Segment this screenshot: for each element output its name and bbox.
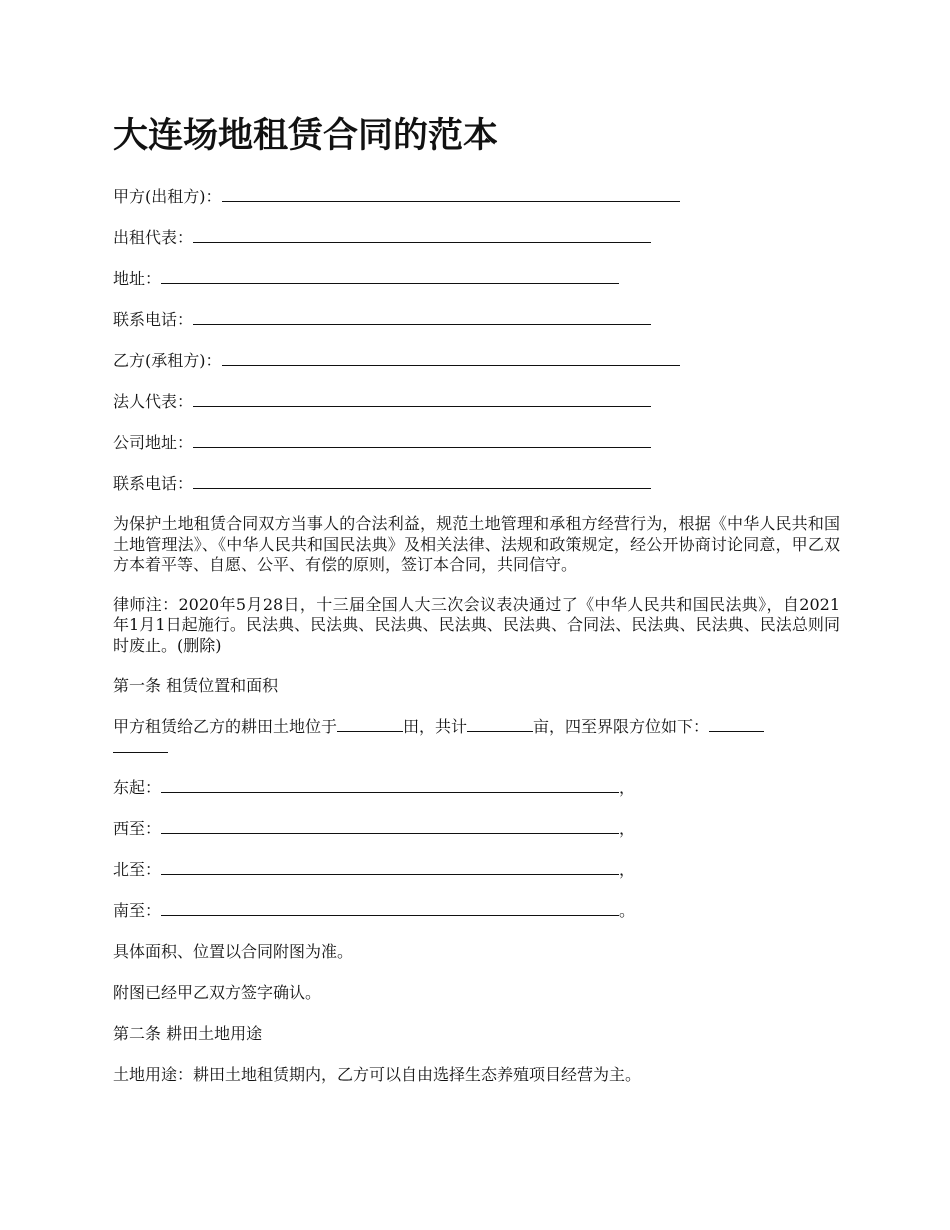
- east-blank[interactable]: [161, 778, 619, 793]
- company-address-blank[interactable]: [193, 433, 651, 448]
- address-label: 地址：: [113, 269, 162, 288]
- company-address-label: 公司地址：: [113, 433, 194, 452]
- rep-a-label: 出租代表：: [113, 228, 194, 247]
- north-label: 北至：: [113, 860, 162, 879]
- boundary-blank[interactable]: [709, 717, 764, 732]
- article2-text: 土地用途：耕田土地租赁期内，乙方可以自由选择生态养殖项目经营为主。: [113, 1065, 642, 1084]
- north-end: ，: [619, 860, 636, 879]
- south-end: 。: [619, 901, 636, 920]
- phone-b-line: [113, 473, 840, 494]
- south-line: [113, 900, 840, 921]
- party-b-line: [113, 350, 840, 371]
- east-line: [113, 777, 840, 798]
- article1-note1: 具体面积、位置以合同附图为准。: [113, 942, 354, 961]
- rep-b-line: [113, 391, 840, 412]
- party-b-label: 乙方(承租方)：: [113, 351, 222, 370]
- rep-b-blank[interactable]: [193, 392, 651, 407]
- document-title: 大连场地租赁合同的范本: [113, 116, 499, 156]
- party-a-label: 甲方(出租方)：: [113, 187, 222, 206]
- east-end: ，: [619, 778, 636, 797]
- address-line: [113, 268, 840, 289]
- rep-a-line: [113, 227, 840, 248]
- article2-heading: 第二条 耕田土地用途: [113, 1024, 263, 1043]
- rep-b-label: 法人代表：: [113, 392, 194, 411]
- west-blank[interactable]: [161, 819, 619, 834]
- party-a-blank[interactable]: [222, 187, 680, 202]
- phone-a-line: [113, 309, 840, 330]
- north-blank[interactable]: [161, 860, 619, 875]
- south-blank[interactable]: [161, 901, 619, 916]
- party-b-blank[interactable]: [222, 351, 680, 366]
- phone-a-label: 联系电话：: [113, 310, 194, 329]
- rep-a-blank[interactable]: [193, 228, 651, 243]
- west-end: ，: [619, 819, 636, 838]
- south-label: 南至：: [113, 901, 162, 920]
- west-line: [113, 818, 840, 839]
- boundary-blank-continued[interactable]: [113, 738, 168, 753]
- article1-location-paragraph: [113, 716, 840, 758]
- address-blank[interactable]: [161, 269, 619, 284]
- article1-heading: 第一条 租赁位置和面积: [113, 676, 279, 695]
- company-address-line: [113, 432, 840, 453]
- area-blank[interactable]: [467, 717, 533, 732]
- field-blank[interactable]: [337, 717, 403, 732]
- phone-b-label: 联系电话：: [113, 474, 194, 493]
- phone-a-blank[interactable]: [193, 310, 651, 325]
- article1-note2: 附图已经甲乙双方签字确认。: [113, 983, 322, 1002]
- party-a-line: [113, 186, 840, 207]
- phone-b-blank[interactable]: [193, 474, 651, 489]
- article1-text-part1: 甲方租赁给乙方的耕田土地位于: [113, 717, 338, 736]
- west-label: 西至：: [113, 819, 162, 838]
- north-line: [113, 859, 840, 880]
- lawyer-note-paragraph: 律师注：2020年5月28日，十三届全国人大三次会议表决通过了《中华人民共和国民法典》，自2021年1月1日起施行。民法典、民法典、民法典、民法典、民法典、合同法、民法典、民法典、民法总则同时废止。(删除): [113, 594, 840, 655]
- article1-text-part2: 田，共计: [403, 717, 468, 736]
- article1-text-part3: 亩，四至界限方位如下：: [533, 717, 710, 736]
- east-label: 东起：: [113, 778, 162, 797]
- intro-paragraph: 为保护土地租赁合同双方当事人的合法利益，规范土地管理和承租方经营行为，根据《中华人民共和国土地管理法》、《中华人民共和国民法典》及相关法律、法规和政策规定，经公开协商讨论同意，甲乙双方本着平等、自愿、公平、有偿的原则，签订本合同，共同信守。: [113, 514, 840, 574]
- document-page: [113, 112, 840, 1105]
